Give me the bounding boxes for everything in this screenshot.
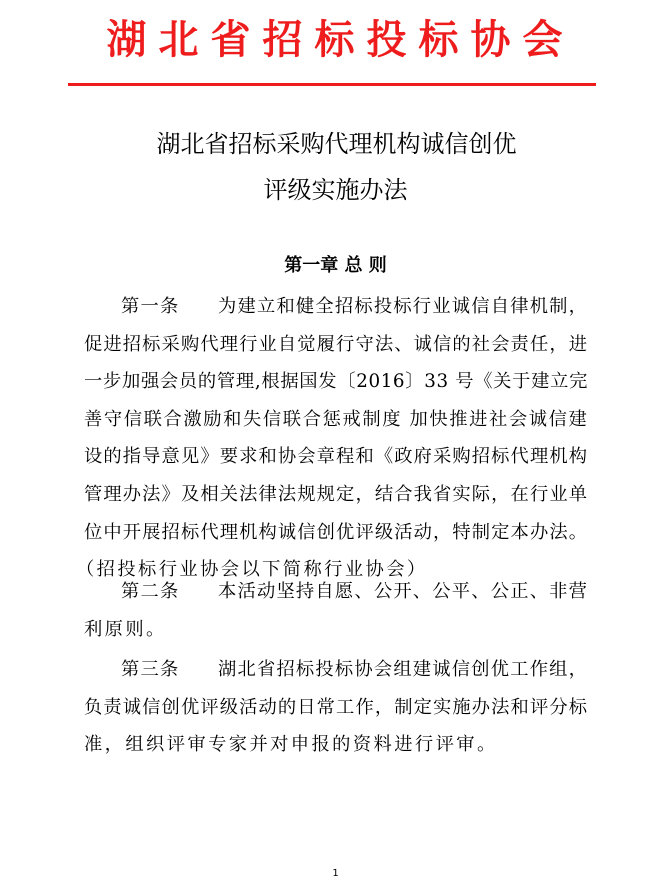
article-label: 第二条 bbox=[121, 581, 180, 602]
page-number: 1 bbox=[332, 868, 339, 879]
article-text-line: 利原则。 bbox=[84, 618, 167, 640]
article-text-line: 本活动坚持自愿、公开、公平、公正、非营 bbox=[218, 581, 589, 602]
article-label: 第一条 bbox=[121, 296, 180, 317]
article-text-line: 负责诚信创优评级活动的日常工作，制定实施办法和评分标 bbox=[84, 696, 588, 718]
chapter-heading: 第一章 总 则 bbox=[284, 255, 387, 276]
article-text-line: 一步加强会员的管理,根据国发〔2016〕33 号《关于建立完 bbox=[84, 371, 588, 393]
article-text-line: 位中开展招标代理机构诚信创优评级活动，特制定本办法。 bbox=[84, 521, 588, 543]
article-first-line bbox=[84, 288, 588, 326]
article-3 bbox=[84, 651, 588, 764]
article-label: 第三条 bbox=[121, 659, 180, 680]
article-text-line: 准，组织评审专家并对申报的资料进行评审。 bbox=[84, 734, 498, 756]
title-line-2: 评级实施办法 bbox=[263, 176, 408, 204]
article-text-line: （招投标行业协会以下简称行业协会） bbox=[76, 559, 428, 581]
article-text-line: 设的指导意见》要求和协会章程和《政府采购招标代理机构 bbox=[84, 446, 588, 468]
article-first-line bbox=[84, 573, 588, 611]
article-2 bbox=[84, 573, 588, 648]
article-1 bbox=[76, 288, 589, 589]
article-text-line: 促进招标采购代理行业自觉履行守法、诚信的社会责任，进 bbox=[84, 333, 588, 355]
article-text-line: 管理办法》及相关法律法规规定，结合我省实际，在行业单 bbox=[84, 483, 588, 505]
title-line-1: 湖北省招标采购代理机构诚信创优 bbox=[156, 130, 517, 158]
article-text-line: 为建立和健全招标投标行业诚信自律机制， bbox=[218, 296, 589, 317]
article-first-line bbox=[84, 651, 588, 689]
article-text-line: 善守信联合激励和失信联合惩戒制度 加快推进社会诚信建 bbox=[84, 408, 589, 430]
organization-name: 湖北省招标投标协会 bbox=[106, 16, 575, 63]
article-text-line: 湖北省招标投标协会组建诚信创优工作组， bbox=[218, 659, 589, 680]
letterhead-red-rule bbox=[68, 83, 596, 86]
